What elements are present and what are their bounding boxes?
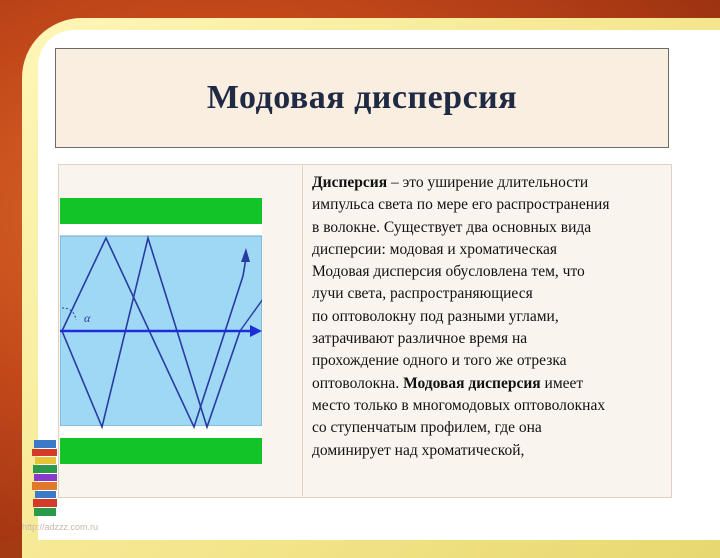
slide-title: Модовая дисперсия xyxy=(206,79,518,116)
text-line-3: в волокне. Существует два основных вида xyxy=(312,218,592,236)
text-line-9: прохождение одного и того же отрезка xyxy=(312,352,567,370)
text-line-8: затрачивают различное время на xyxy=(312,330,528,348)
angle-label: α xyxy=(84,311,91,325)
fiber-diagram xyxy=(60,196,262,468)
top-cladding xyxy=(60,198,262,224)
text-line-10: оптоволокна. Модовая дисперсия имеет xyxy=(312,374,584,392)
footer-url: http://adzzz.com.ru xyxy=(22,522,99,532)
text-line-11: место только в многомодовых оптоволокнах xyxy=(312,396,606,414)
bottom-cladding xyxy=(60,438,262,464)
text-line-13: доминирует над хроматической, xyxy=(312,441,525,459)
text-line-7: по оптоволокну под разными углами, xyxy=(312,307,559,325)
text-line-5: Модовая дисперсия обусловлена тем, что xyxy=(312,263,585,281)
top-gap xyxy=(60,224,262,236)
text-line-1: Дисперсия – это уширение длительности xyxy=(312,174,589,191)
text-line-6: лучи света, распространяющиеся xyxy=(312,285,533,303)
title-box xyxy=(55,48,669,148)
bottom-gap xyxy=(60,426,262,438)
books-icon xyxy=(30,438,60,520)
text-line-12: со ступенчатым профилем, где она xyxy=(312,419,542,437)
text-line-4: дисперсии: модовая и хроматическая xyxy=(312,240,558,258)
description-text xyxy=(312,172,668,462)
text-line-2: импульса света по мере его распространения xyxy=(312,196,610,214)
table-divider xyxy=(302,164,303,496)
